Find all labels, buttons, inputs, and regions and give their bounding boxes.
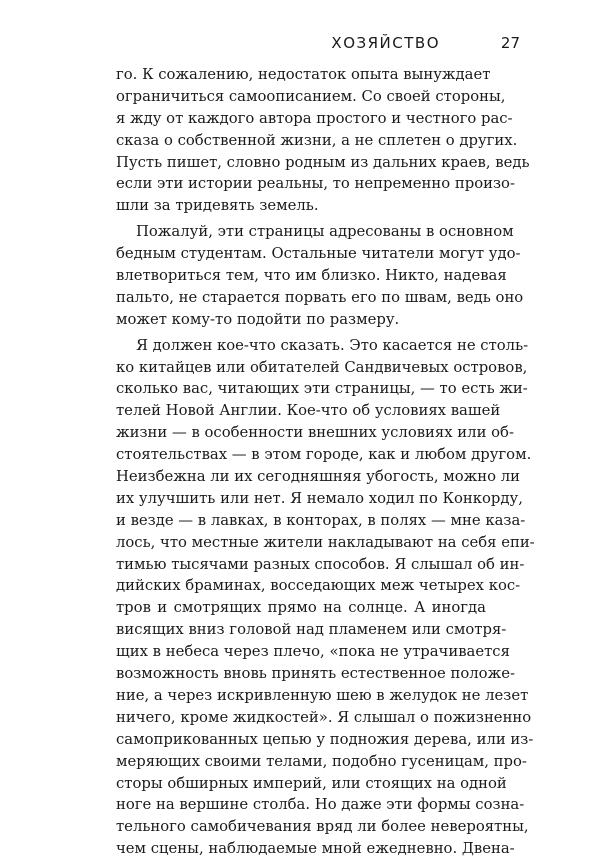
text-line-content: пальто, не старается порвать его по швам, ведь оно xyxy=(116,288,524,306)
text-line-content: тров и смотрящих прямо на солнце. А иногда xyxy=(116,599,486,617)
text-line-content: Пусть пишет, словно родным из дальних краев, ведь xyxy=(116,153,530,171)
text-line-content: может кому-то подойти по размеру. xyxy=(116,310,400,328)
text-line-content: тельного самобичевания вряд ли более невероятны, xyxy=(116,818,529,836)
text-line-content: сторы обширных империй, или стоящих на одной xyxy=(116,774,507,792)
text-line xyxy=(0,641,600,663)
text-line xyxy=(0,309,600,331)
text-line xyxy=(0,663,600,685)
text-line-content: телей Новой Англии. Кое-что об условиях вашей xyxy=(116,402,501,420)
text-line xyxy=(0,195,600,217)
text-line xyxy=(0,729,600,751)
text-line xyxy=(0,221,600,243)
text-line xyxy=(0,86,600,108)
text-line xyxy=(0,422,600,444)
text-line-content: тимью тысячами разных способов. Я слышал об ин- xyxy=(116,555,525,573)
text-line-content: Пожалуй, эти страницы адресованы в основном xyxy=(136,223,514,241)
text-line xyxy=(0,751,600,773)
text-line-content: лось, что местные жители накладывают на себя епи- xyxy=(116,533,535,551)
text-line-content: их улучшить или нет. Я немало ходил по Конкорду, xyxy=(116,489,523,507)
text-line-content: Я должен кое-что сказать. Это касается не столь- xyxy=(136,336,529,354)
text-line xyxy=(0,152,600,174)
text-line-content: шли за тридевять земель. xyxy=(116,197,319,215)
text-line xyxy=(0,838,600,860)
text-line xyxy=(0,444,600,466)
running-head xyxy=(0,34,600,56)
text-line-content: сказа о собственной жизни, а не сплетен о других. xyxy=(116,131,518,149)
text-line-content: жизни — в особенности внешних условиях или об- xyxy=(116,424,514,442)
text-line xyxy=(0,357,600,379)
text-line xyxy=(0,510,600,532)
paragraph xyxy=(0,64,600,217)
text-line-content: щих в небеса через плечо, «пока не утрачивается xyxy=(116,643,510,661)
text-line xyxy=(0,466,600,488)
text-line xyxy=(0,575,600,597)
text-line-content: ноге на вершине столба. Но даже эти формы сознa- xyxy=(116,796,525,814)
text-line-content: бедным студентам. Остальные читатели могут удо- xyxy=(116,245,521,263)
text-line-content: самоприкованных цепью у подножия дерева, или из- xyxy=(116,730,534,748)
text-line-content: го. К сожалению, недостаток опыта вынуждает xyxy=(116,66,491,83)
text-line xyxy=(0,243,600,265)
text-line xyxy=(0,64,600,86)
text-line-content: ко китайцев или обитателей Сандвичевых островов, xyxy=(116,358,528,376)
text-line xyxy=(0,378,600,400)
body-text xyxy=(0,64,600,860)
text-line xyxy=(0,108,600,130)
text-line xyxy=(0,707,600,729)
text-line xyxy=(0,773,600,795)
text-line xyxy=(0,173,600,195)
chapter-title: ХОЗЯЙСТВО xyxy=(331,34,440,52)
text-line-content: ограничиться самоописанием. Со своей стороны, xyxy=(116,87,506,105)
text-line xyxy=(0,532,600,554)
text-line xyxy=(0,597,600,619)
text-line xyxy=(0,335,600,357)
text-line-content: ничего, кроме жидкостей». Я слышал о пожизненно xyxy=(116,708,532,726)
page-number: 27 xyxy=(500,34,520,52)
text-line-content: дийских браминах, восседающих меж четырех кос- xyxy=(116,577,521,595)
text-line-content: висящих вниз головой над пламенем или смотря- xyxy=(116,621,507,639)
text-line xyxy=(0,287,600,309)
text-line xyxy=(0,265,600,287)
text-line xyxy=(0,816,600,838)
paragraph xyxy=(0,221,600,330)
text-line xyxy=(0,619,600,641)
text-line-content: я жду от каждого автора простого и честного рас- xyxy=(116,109,513,127)
text-line xyxy=(0,488,600,510)
text-line-content: чем сцены, наблюдаемые мной ежедневно. Двена- xyxy=(116,840,515,858)
text-line xyxy=(0,554,600,576)
text-line xyxy=(0,130,600,152)
text-line-content: возможность вновь принять естественное положе- xyxy=(116,665,515,683)
paragraph xyxy=(0,335,600,860)
text-line xyxy=(0,400,600,422)
text-line-content: ние, а через искривленную шею в желудок не лезет xyxy=(116,686,529,704)
text-line-content: и везде — в лавках, в конторах, в полях — мне каза- xyxy=(116,511,526,529)
text-line-content: сколько вас, читающих эти страницы, — то есть жи- xyxy=(116,380,528,398)
text-line-content: влетвориться тем, что им близко. Никто, надевая xyxy=(116,267,507,285)
text-line-content: меряющих своими телами, подобно гусеницам, про- xyxy=(116,752,527,770)
text-line xyxy=(0,794,600,816)
text-line-content: Неизбежна ли их сегодняшняя убогость, можно ли xyxy=(116,468,521,486)
text-line-content: стоятельствах — в этом городе, как и любом другом. xyxy=(116,446,532,464)
text-line-content: если эти истории реальны, то непременно произо- xyxy=(116,175,515,193)
text-line xyxy=(0,685,600,707)
